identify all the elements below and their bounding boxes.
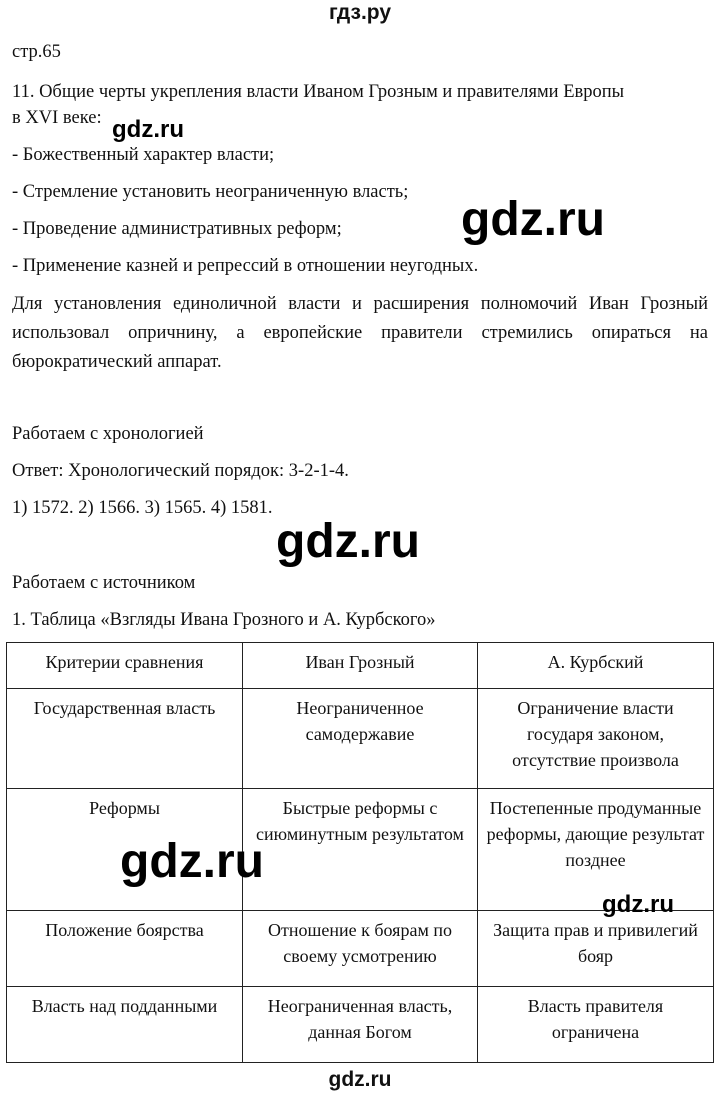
table-cell: Защита прав и привилегий бояр (478, 911, 714, 987)
bullet-item: - Проведение административных реформ; (12, 219, 342, 239)
watermark: gdz.ru (276, 515, 420, 568)
chronology-dates: 1) 1572. 2) 1566. 3) 1565. 4) 1581. (12, 498, 273, 518)
comparison-table (6, 642, 714, 1063)
chronology-answer: Ответ: Хронологический порядок: 3-2-1-4. (12, 461, 349, 481)
table-header-row (7, 643, 714, 689)
watermark: gdz.ru (602, 891, 674, 918)
page-reference: стр.65 (12, 42, 61, 62)
table-cell: Отношение к боярам по своему усмотрению (243, 911, 478, 987)
bullet-item: - Применение казней и репрессий в отношении неугодных. (12, 256, 479, 276)
table-row (7, 987, 714, 1063)
table-cell: Постепенные продуманные реформы, дающие результат позднее (478, 789, 714, 911)
table-row (7, 689, 714, 789)
question-11-line-1: 11. Общие черты укрепления власти Иваном Грозным и правителями Европы (12, 82, 625, 102)
table-header-cell: Иван Грозный (243, 643, 478, 689)
table-header-cell: А. Курбский (478, 643, 714, 689)
watermark: gdz.ru (461, 193, 605, 246)
table-cell: Быстрые реформы с сиюминутным результатом (243, 789, 478, 911)
chronology-heading: Работаем с хронологией (12, 424, 204, 444)
table-cell: Власть над подданными (7, 987, 243, 1063)
table-row (7, 911, 714, 987)
site-footer-title: gdz.ru (328, 1068, 392, 1091)
table-cell: Ограничение власти государя законом, отсутствие произвола (478, 689, 714, 789)
table-cell: Неограниченная власть, данная Богом (243, 987, 478, 1063)
watermark: gdz.ru (120, 835, 264, 888)
summary-paragraph: Для установления единоличной власти и расширения полномочий Иван Грозный использовал опричнину, а европейские правители стремились опираться на бюрократический аппарат. (12, 294, 708, 372)
table-cell: Власть правителя ограничена (478, 987, 714, 1063)
table-cell: Неограниченное самодержавие (243, 689, 478, 789)
table-cell: Реформы (7, 789, 243, 911)
table-cell: Положение боярства (7, 911, 243, 987)
watermark: gdz.ru (112, 116, 184, 143)
table-title: 1. Таблица «Взгляды Ивана Грозного и А. Курбского» (12, 610, 436, 630)
site-header-title: гдз.ру (328, 1, 392, 24)
source-heading: Работаем с источником (12, 573, 196, 593)
table-cell: Государственная власть (7, 689, 243, 789)
bullet-item: - Божественный характер власти; (12, 145, 275, 165)
bullet-item: - Стремление установить неограниченную власть; (12, 182, 409, 202)
question-11-line-2: в XVI веке: (12, 108, 102, 128)
table-header-cell: Критерии сравнения (7, 643, 243, 689)
